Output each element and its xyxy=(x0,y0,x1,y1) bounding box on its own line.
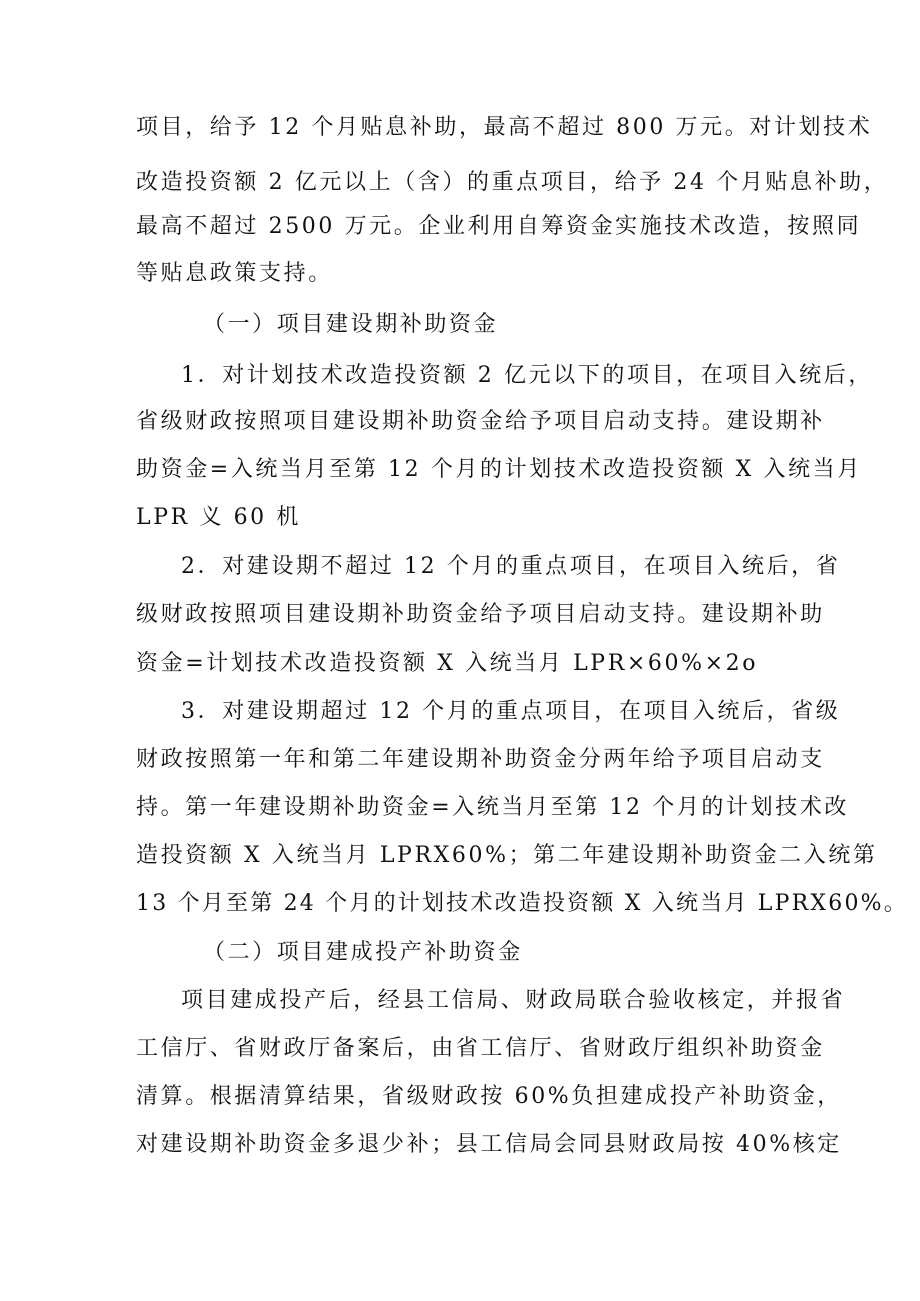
paragraph-line: 3．对建设期超过 12 个月的重点项目，在项目入统后，省级 xyxy=(181,699,841,724)
paragraph-line: 对建设期补助资金多退少补；县工信局会同县财政局按 40%核定 xyxy=(136,1132,842,1157)
paragraph-line: 1．对计划技术改造投资额 2 亿元以下的项目，在项目入统后， xyxy=(181,363,873,388)
paragraph-line: 改造投资额 2 亿元以上（含）的重点项目，给予 24 个月贴息补助， xyxy=(136,170,889,195)
section-heading: （一）项目建设期补助资金 xyxy=(203,312,499,337)
paragraph-line: 省级财政按照项目建设期补助资金给予项目启动支持。建设期补 xyxy=(136,409,825,434)
paragraph-line: 2．对建设期不超过 12 个月的重点项目，在项目入统后，省 xyxy=(181,554,841,579)
paragraph-line: 工信厅、省财政厅备案后，由省工信厅、省财政厅组织补助资金 xyxy=(136,1036,825,1061)
paragraph-line: 清算。根据清算结果，省级财政按 60%负担建成投产补助资金， xyxy=(136,1084,842,1109)
section-heading: （二）项目建成投产补助资金 xyxy=(203,940,523,965)
paragraph-line: 项目建成投产后，经县工信局、财政局联合验收核定，并报省 xyxy=(181,988,846,1013)
paragraph-line: 资金=计划技术改造投资额 X 入统当月 LPR×60%×2o xyxy=(136,651,759,676)
paragraph-line: 助资金=入统当月至第 12 个月的计划技术改造投资额 X 入统当月 xyxy=(136,457,862,482)
paragraph-line: 项目，给予 12 个月贴息补助，最高不超过 800 万元。对计划技术 xyxy=(136,115,873,140)
paragraph-line: 级财政按照项目建设期补助资金给予项目启动支持。建设期补助 xyxy=(136,602,825,627)
paragraph-line: LPR 义 60 机 xyxy=(136,505,301,530)
paragraph-line: 13 个月至第 24 个月的计划技术改造投资额 X 入统当月 LPRX60%。 xyxy=(136,891,908,916)
paragraph-line: 财政按照第一年和第二年建设期补助资金分两年给予项目启动支 xyxy=(136,747,825,772)
paragraph-line: 造投资额 X 入统当月 LPRX60%；第二年建设期补助资金二入统第 xyxy=(136,843,878,868)
paragraph-line: 最高不超过 2500 万元。企业利用自筹资金实施技术改造，按照同 xyxy=(136,214,862,239)
paragraph-line: 等贴息政策支持。 xyxy=(136,261,333,286)
paragraph-line: 持。第一年建设期补助资金=入统当月至第 12 个月的计划技术改 xyxy=(136,795,850,820)
